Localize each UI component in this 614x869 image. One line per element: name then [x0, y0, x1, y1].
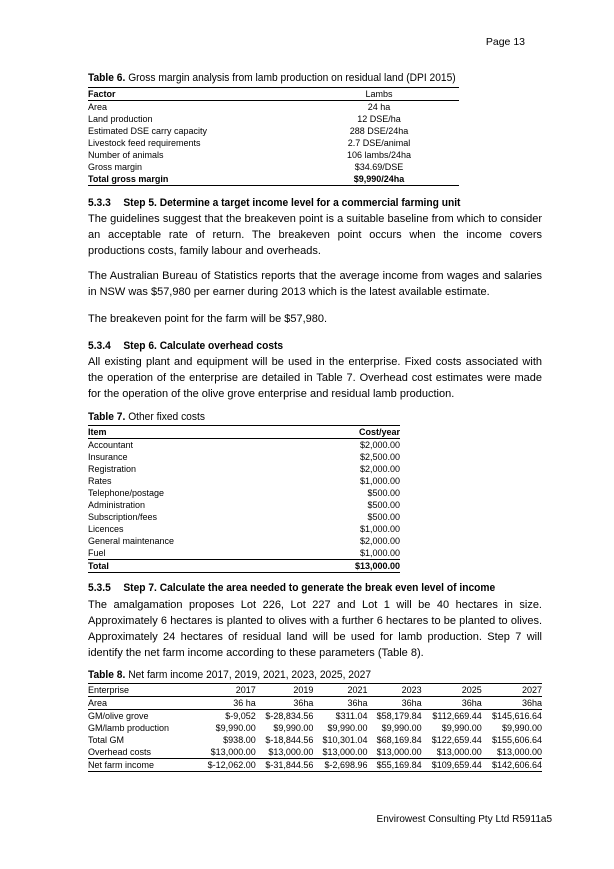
table-cell: $13,000.00 [322, 747, 368, 757]
table-row [88, 722, 542, 734]
table-header: 2021 [347, 685, 368, 695]
table-cell: $58,179.84 [368, 710, 422, 723]
table-cell: $13,000.00 [436, 747, 482, 757]
table-cell: $68,169.84 [376, 735, 422, 745]
table-cell: $938.00 [223, 735, 256, 745]
table-cell: Telephone/postage [88, 488, 165, 498]
table-cell: GM/lamb production [88, 723, 170, 733]
table-cell: $1,000.00 [359, 524, 400, 534]
table-row [88, 125, 459, 137]
table-row [88, 101, 459, 114]
table-cell: $-2,698.96 [313, 759, 367, 772]
table-cell: $500.00 [367, 500, 400, 510]
table-cell: 24 ha [367, 102, 391, 112]
table-cell: $-9,052 [198, 710, 256, 723]
table-cell: Rates [88, 476, 112, 486]
table-header: 2019 [293, 685, 314, 695]
table-cell: $13,000.00 [293, 560, 400, 573]
table-cell: Registration [88, 464, 137, 474]
table-cell: Fuel [88, 548, 106, 558]
table-row [88, 710, 542, 723]
table-cell: $9,990.00 [327, 723, 368, 733]
table-row [88, 734, 542, 746]
table-row [88, 475, 400, 487]
table-cell: 12 DSE/ha [357, 114, 401, 124]
table-row [88, 137, 459, 149]
table-cell: Insurance [88, 452, 128, 462]
table-header: 2023 [401, 685, 422, 695]
table-cell: 36ha [293, 698, 314, 708]
table-header: 2027 [521, 685, 542, 695]
table-row [88, 759, 542, 772]
table-row [88, 499, 400, 511]
page-number: Page 13 [485, 36, 525, 48]
table-cell: $9,990.00 [215, 723, 256, 733]
table8-caption: Table 8. Net farm income 2017, 2019, 2021, 2023, 2025, 2027 [88, 669, 372, 681]
table-header: 2017 [235, 685, 256, 695]
table-cell: $500.00 [367, 488, 400, 498]
table-cell: $55,169.84 [368, 759, 422, 772]
table-cell: 36ha [461, 698, 482, 708]
table-cell: $9,990.00 [441, 723, 482, 733]
table-cell: Net farm income [88, 759, 198, 772]
table-cell: Total GM [88, 735, 125, 745]
table-cell: $9,990.00 [381, 723, 422, 733]
table-cell: Administration [88, 500, 146, 510]
table-cell: 36ha [401, 698, 422, 708]
table-cell: Subscription/fees [88, 512, 158, 522]
table-row [88, 113, 459, 125]
table-cell: Overhead costs [88, 747, 152, 757]
table-cell: 36ha [521, 698, 542, 708]
table-cell: $-18,844.56 [265, 735, 314, 745]
table-cell: $1,000.00 [359, 548, 400, 558]
table6-caption: Table 6. Gross margin analysis from lamb production on residual land (DPI 2015) [88, 72, 456, 84]
table-cell: $34.69/DSE [354, 162, 404, 172]
table-cell: $13,000.00 [376, 747, 422, 757]
table-cell: $109,659.44 [422, 759, 482, 772]
table-row [88, 697, 542, 710]
table-cell: 2.7 DSE/animal [347, 138, 411, 148]
table-cell: $2,500.00 [359, 452, 400, 462]
table-cell: 36 ha [233, 698, 256, 708]
table-header: 2025 [461, 685, 482, 695]
table-cell: Total gross margin [88, 174, 169, 184]
paragraph: The amalgamation proposes Lot 226, Lot 227 and Lot 1 will be 40 hectares in size. Approximately 6 hectares is planted to olives with a further 6 hectares to be planted to olives. Approximately 24 hectares of residual land will be used for lamb production. Step 7 will identify the net farm income according to these parameters (Table 8). [88, 599, 542, 659]
table-cell: General maintenance [88, 536, 175, 546]
table-cell: 288 DSE/24ha [349, 126, 409, 136]
table-cell: Estimated DSE carry capacity [88, 126, 208, 136]
table-cell: $-28,834.56 [256, 710, 314, 723]
paragraph: The guidelines suggest that the breakeven point is a suitable baseline from which to consider an acceptable rate of return. The breakeven point occurs when the income covers productions costs, family labour and overheads. [88, 213, 542, 257]
table8 [88, 683, 542, 772]
table-header: Item [88, 427, 107, 437]
table-cell: $112,669.44 [422, 710, 482, 723]
table7 [88, 425, 400, 573]
table-header: Enterprise [88, 685, 130, 695]
table-cell: $9,990/24ha [353, 174, 405, 184]
table-cell: $1,000.00 [359, 476, 400, 486]
table-cell: $2,000.00 [359, 536, 400, 546]
table-row [88, 149, 459, 161]
table-row [88, 746, 542, 759]
table-row [88, 547, 400, 560]
table-cell: Land production [88, 114, 153, 124]
table-row-total [88, 560, 400, 573]
table-cell: $9,990.00 [501, 723, 542, 733]
table-cell: $145,616.64 [482, 710, 542, 723]
table-cell: $311.04 [313, 710, 367, 723]
table-cell: $155,606.64 [491, 735, 542, 745]
table-cell: $13,000.00 [210, 747, 256, 757]
table-row [88, 451, 400, 463]
table-header: Lambs [365, 89, 393, 99]
table-row [88, 463, 400, 475]
table-cell: Area [88, 102, 108, 112]
table-cell: Gross margin [88, 162, 143, 172]
table-cell: GM/olive grove [88, 710, 198, 723]
table-cell: $-12,062.00 [198, 759, 256, 772]
section-heading-535: 5.3.5 Step 7. Calculate the area needed to generate the break even level of income [88, 582, 496, 594]
table-row [88, 173, 459, 186]
table-cell: Area [88, 698, 108, 708]
table-row [88, 535, 400, 547]
table-header: Cost/year [358, 427, 400, 437]
footer: Envirowest Consulting Pty Ltd R5911a5 [376, 814, 552, 825]
table-row [88, 161, 459, 173]
table-row [88, 511, 400, 523]
table-cell: Accountant [88, 440, 134, 450]
table-header: Factor [88, 89, 116, 99]
table-cell: $2,000.00 [359, 440, 400, 450]
table-cell: Total [88, 560, 293, 573]
table-cell: $9,990.00 [273, 723, 314, 733]
table-cell: 36ha [347, 698, 368, 708]
paragraph: The Australian Bureau of Statistics reports that the average income from wages and salaries in NSW was $57,980 per earner during 2013 which is the latest available estimate. [88, 270, 542, 298]
table-row [88, 487, 400, 499]
table-cell: $2,000.00 [359, 464, 400, 474]
table-row [88, 523, 400, 535]
table-cell: $-31,844.56 [256, 759, 314, 772]
table-cell: $142,606.64 [482, 759, 542, 772]
table-cell: Licences [88, 524, 124, 534]
section-heading-534: 5.3.4 Step 6. Calculate overhead costs [88, 340, 284, 352]
table-row [88, 439, 400, 452]
table-cell: $13,000.00 [268, 747, 314, 757]
table-cell: $13,000.00 [496, 747, 542, 757]
table-cell: $10,301.04 [322, 735, 368, 745]
table6 [88, 87, 459, 186]
table-cell: Livestock feed requirements [88, 138, 201, 148]
table-cell: $500.00 [367, 512, 400, 522]
paragraph: All existing plant and equipment will be used in the enterprise. Fixed costs associated with the operation of the enterprise are detailed in Table 7. Overhead cost estimates were made for the operation of the olive grove enterprise and residual lamb production. [88, 356, 542, 400]
table7-caption: Table 7. Other fixed costs [88, 411, 205, 423]
table-cell: 106 lambs/24ha [346, 150, 412, 160]
section-heading-533: 5.3.3 Step 5. Determine a target income level for a commercial farming unit [88, 197, 461, 209]
paragraph: The breakeven point for the farm will be $57,980. [88, 313, 328, 325]
table-cell: $122,659.44 [431, 735, 482, 745]
table-cell: Number of animals [88, 150, 164, 160]
